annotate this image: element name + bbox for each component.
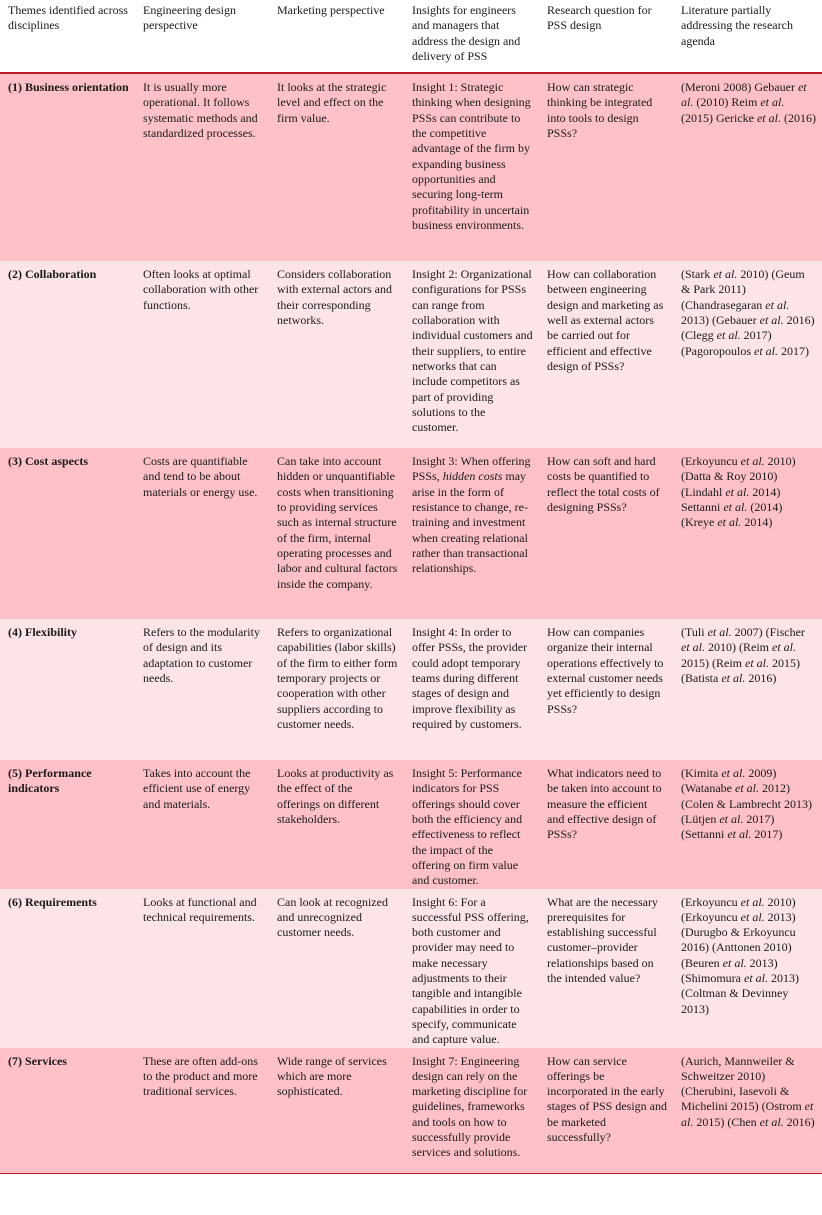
- marketing-cell: Can take into account hidden or unquantifiable costs when transitioning to providing services such as internal structure of the firm, internal operating processes and labor and cultural factors inside the company.: [269, 448, 404, 619]
- insight-cell: Insight 5: Performance indicators for PSS offerings should cover both the efficiency and effectiveness to reflect the impact of the offering on firm value and customer.: [404, 760, 539, 888]
- engineering-cell: Takes into account the efficient use of energy and materials.: [135, 760, 269, 888]
- header-row: [0, 0, 822, 73]
- table-row: [0, 73, 822, 261]
- question-cell: How can collaboration between engineering design and marketing as well as external actors be carried out for efficient and effective design of PSSs?: [539, 261, 673, 448]
- header-marketing: Marketing perspective: [277, 3, 385, 17]
- theme-cell: (1) Business orientation: [0, 73, 135, 261]
- marketing-cell: Wide range of services which are more sophisticated.: [269, 1048, 404, 1174]
- engineering-cell: Refers to the modularity of design and its adaptation to customer needs.: [135, 619, 269, 760]
- header-engineering: Engineering design perspective: [143, 3, 236, 33]
- table-row: [0, 889, 822, 1048]
- theme-cell: (5) Performance indicators: [0, 760, 135, 888]
- insight-text: Insight 3: When offering PSSs,: [412, 454, 531, 484]
- question-cell: What are the necessary prerequisites for establishing successful customer–provider relationships based on the intended value?: [539, 889, 673, 1048]
- literature-cell: (Meroni 2008) Gebauer et al. (2010) Reim et al. (2015) Gericke et al. (2016): [673, 73, 822, 261]
- marketing-cell: Refers to organizational capabilities (labor skills) of the firm to either form temporary projects or cooperation with other suppliers according to customer needs.: [269, 619, 404, 760]
- engineering-cell: These are often add-ons to the product and more traditional services.: [135, 1048, 269, 1174]
- literature-cell: (Aurich, Mannweiler & Schweitzer 2010) (Cherubini, Iasevoli & Michelini 2015) (Ostrom et al. 2015) (Chen et al. 2016): [673, 1048, 822, 1174]
- table-row: [0, 1048, 822, 1174]
- marketing-cell: Considers collaboration with external actors and their corresponding networks.: [269, 261, 404, 448]
- theme-cell: (2) Collaboration: [0, 261, 135, 448]
- table-row: [0, 760, 822, 888]
- literature-cell: (Stark et al. 2010) (Geum & Park 2011) (Chandrasegaran et al. 2013) (Gebauer et al. 2016) (Clegg et al. 2017) (Pagoropoulos et al. 2017): [673, 261, 822, 448]
- literature-cell: (Tuli et al. 2007) (Fischer et al. 2010) (Reim et al. 2015) (Reim et al. 2015) (Batista et al. 2016): [673, 619, 822, 760]
- literature-cell: (Erkoyuncu et al. 2010) (Erkoyuncu et al. 2013) (Durugbo & Erkoyuncu 2016) (Anttonen 2010) (Beuren et al. 2013) (Shimomura et al. 2013) (Coltman & Devinney 2013): [673, 889, 822, 1048]
- header-literature: Literature partially addressing the research agenda: [681, 3, 793, 48]
- question-cell: How can soft and hard costs be quantified to reflect the total costs of designing PSSs?: [539, 448, 673, 619]
- table-row: [0, 261, 822, 448]
- insight-emphasis: hidden costs: [442, 469, 503, 484]
- question-cell: How can strategic thinking be integrated into tools to design PSSs?: [539, 73, 673, 261]
- engineering-cell: Costs are quantifiable and tend to be about materials or energy use.: [135, 448, 269, 619]
- theme-cell: (6) Requirements: [0, 889, 135, 1048]
- header-research-question: Research question for PSS design: [547, 3, 652, 33]
- insight-cell: Insight 6: For a successful PSS offering, both customer and provider may need to make necessary adjustments to their tangible and intangible capabilities in order to specify, communicate and capture value.: [404, 889, 539, 1048]
- literature-cell: (Kimita et al. 2009) (Watanabe et al. 2012) (Colen & Lambrecht 2013) (Lütjen et al. 2017) (Settanni et al. 2017): [673, 760, 822, 888]
- insight-cell: Insight 1: Strategic thinking when designing PSSs can contribute to the competitive advantage of the firm by expanding business opportunities and securing long-term profitability in uncertain business environments.: [404, 73, 539, 261]
- question-cell: How can service offerings be incorporated in the early stages of PSS design and be marketed successfully?: [539, 1048, 673, 1174]
- engineering-cell: Looks at functional and technical requirements.: [135, 889, 269, 1048]
- engineering-cell: It is usually more operational. It follows systematic methods and standardized processes.: [135, 73, 269, 261]
- insight-cell: [404, 448, 539, 619]
- theme-cell: (4) Flexibility: [0, 619, 135, 760]
- insight-cell: Insight 7: Engineering design can rely on the marketing discipline for guidelines, frameworks and tools on how to successfully provide services and solutions.: [404, 1048, 539, 1174]
- marketing-cell: Can look at recognized and unrecognized customer needs.: [269, 889, 404, 1048]
- literature-cell: (Erkoyuncu et al. 2010) (Datta & Roy 2010) (Lindahl et al. 2014) Settanni et al. (2014) (Kreye et al. 2014): [673, 448, 822, 619]
- insight-text: may arise in the form of resistance to change, re-training and investment when creating relational rather than transactional relationships.: [412, 469, 528, 576]
- header-themes: Themes identified across disciplines: [8, 3, 128, 33]
- header-insights: Insights for engineers and managers that address the design and delivery of PSS: [412, 3, 521, 63]
- theme-cell: (7) Services: [0, 1048, 135, 1174]
- insight-cell: Insight 4: In order to offer PSSs, the provider could adopt temporary teams during different stages of design and improve flexibility as required by customers.: [404, 619, 539, 760]
- marketing-cell: Looks at productivity as the effect of the offerings on different stakeholders.: [269, 760, 404, 888]
- theme-cell: (3) Cost aspects: [0, 448, 135, 619]
- question-cell: How can companies organize their internal operations effectively to external customer needs yet efficiently to design PSSs?: [539, 619, 673, 760]
- insight-cell: Insight 2: Organizational configurations for PSSs can range from collaboration with individual customers and their suppliers, to entire networks that can include competitors as part of providing solutions to the customer.: [404, 261, 539, 448]
- question-cell: What indicators need to be taken into account to measure the efficient and effective design of PSSs?: [539, 760, 673, 888]
- engineering-cell: Often looks at optimal collaboration with other functions.: [135, 261, 269, 448]
- table-row: [0, 619, 822, 760]
- marketing-cell: It looks at the strategic level and effect on the firm value.: [269, 73, 404, 261]
- table-row: [0, 448, 822, 619]
